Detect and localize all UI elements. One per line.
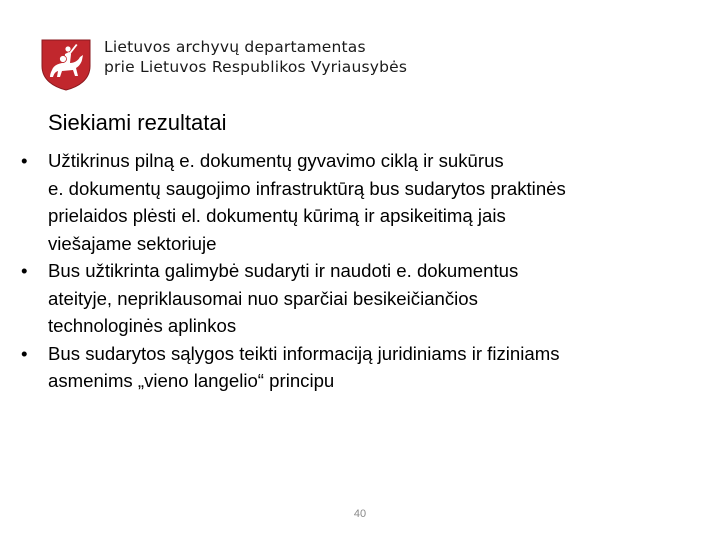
org-line-1: Lietuvos archyvų departamentas (104, 38, 366, 56)
bullet-text-line: viešajame sektoriuje (48, 232, 217, 254)
bullet-item (20, 147, 700, 257)
bullet-text-line: ateityje, nepriklausomai nuo sparčiai besikeičiančios (48, 287, 478, 309)
bullet-text-line: asmenims „vieno langelio“ principu (48, 370, 335, 391)
bullet-glyph: • (21, 342, 28, 364)
bullet-text-line: Užtikrinus pilną e. dokumentų gyvavimo ciklą ir sukūrus (48, 150, 504, 171)
bullet-text-line: Bus užtikrinta galimybė sudaryti ir naudoti e. dokumentus (48, 260, 519, 281)
bullet-glyph: • (21, 150, 28, 171)
bullet-item (20, 340, 700, 395)
org-line-2: prie Lietuvos Respublikos Vyriausybės (104, 58, 408, 76)
bullet-text-line: Bus sudarytos sąlygos teikti informaciją juridiniams ir fiziniams (48, 342, 560, 364)
bullet-text-line: prielaidos plėsti el. dokumentų kūrimą ir apsikeitimą jais (48, 205, 506, 226)
coat-of-arms-vytis-icon (38, 36, 94, 92)
organization-name (104, 37, 407, 77)
slide-title: Siekiami rezultatai (48, 110, 227, 135)
bullet-list (20, 147, 700, 395)
bullet-text-line: e. dokumentų saugojimo infrastruktūrą bus sudarytos praktinės (48, 177, 566, 199)
page-number: 40 (353, 508, 367, 520)
bullet-text-line: technologinės aplinkos (48, 315, 237, 336)
bullet-glyph: • (21, 260, 28, 281)
bullet-item (20, 257, 700, 340)
